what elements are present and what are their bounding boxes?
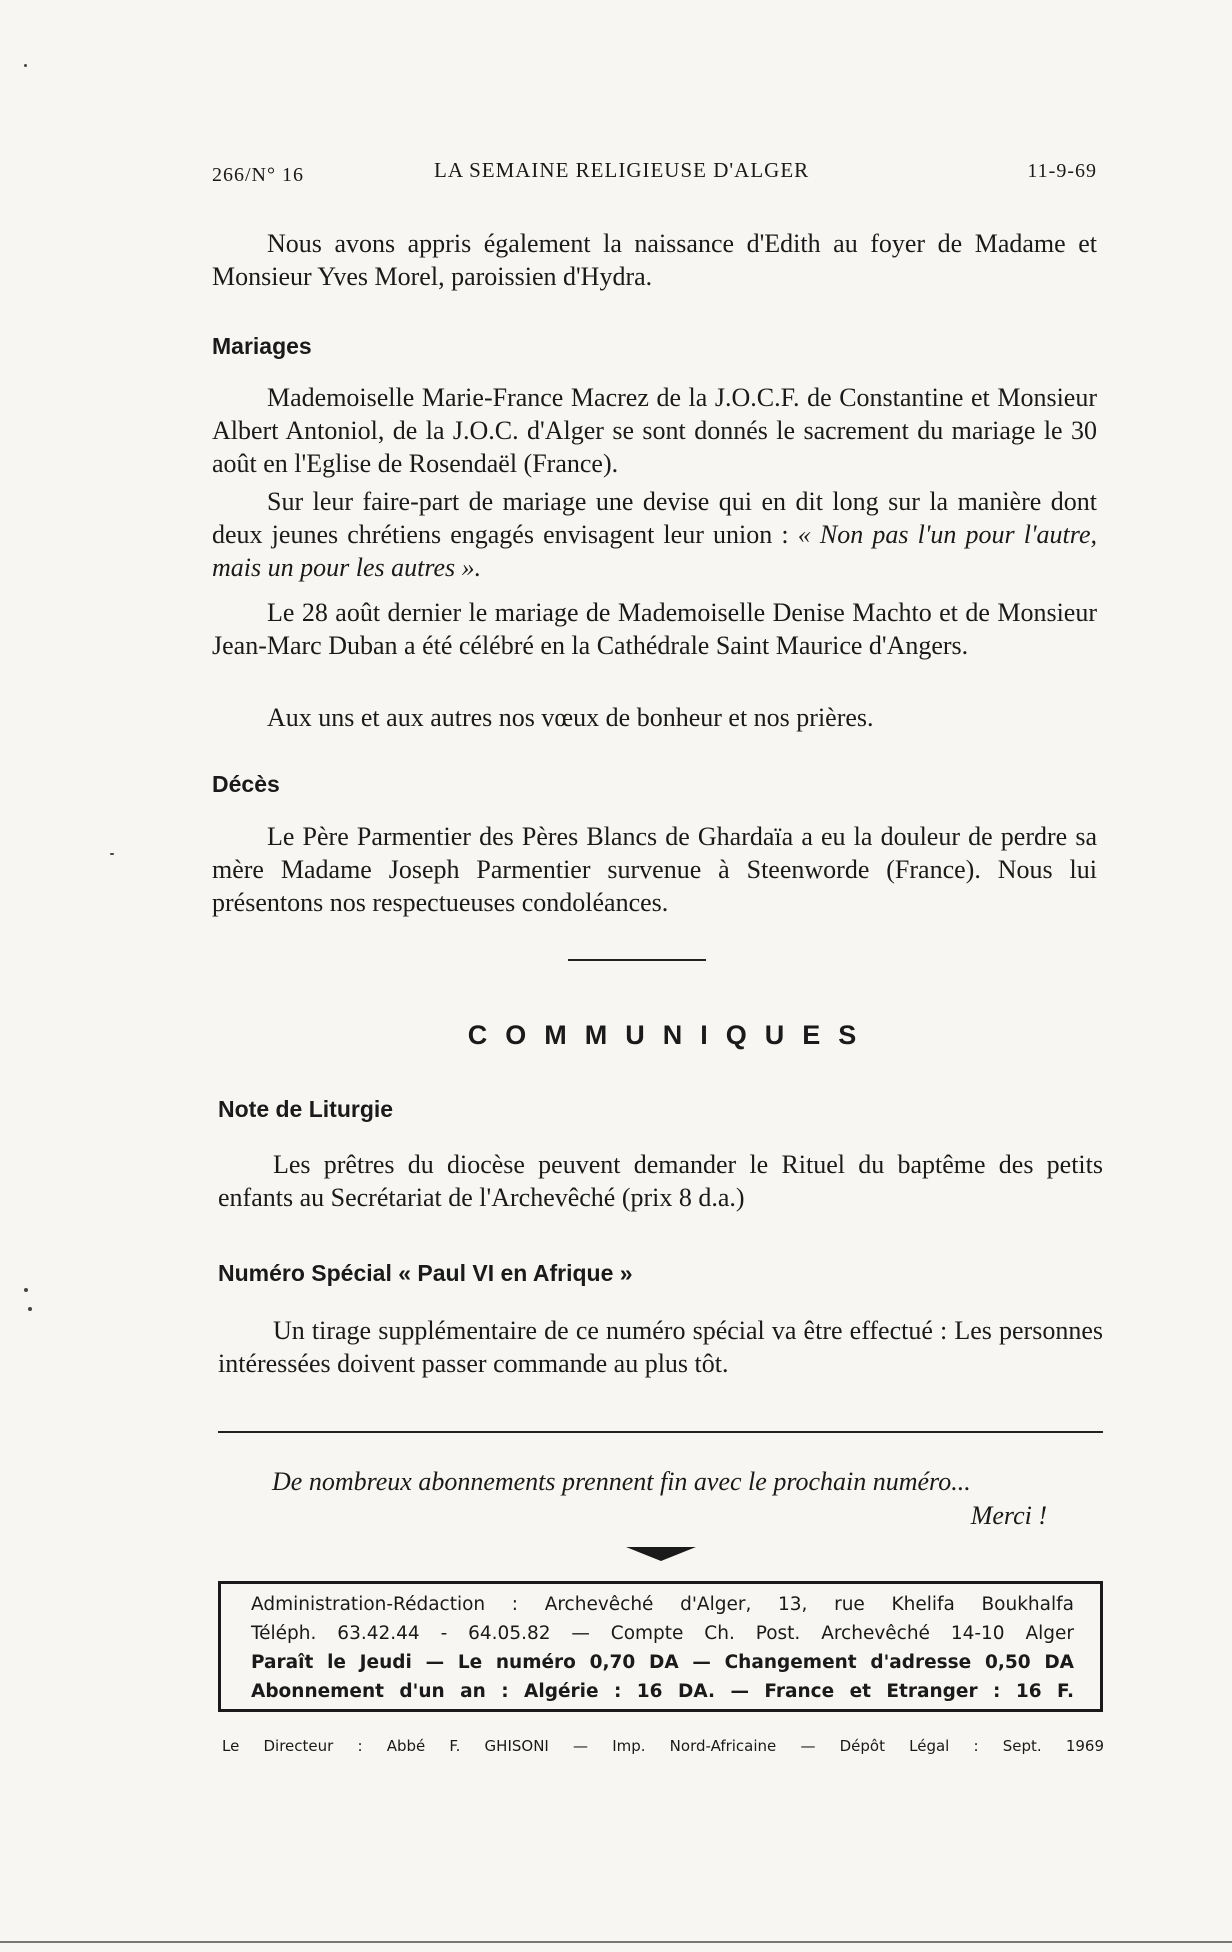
horizontal-rule xyxy=(218,1431,1103,1433)
mariages-paragraph-4: Aux uns et aux autres nos vœux de bonheur et nos prières. xyxy=(267,703,874,732)
page-header xyxy=(212,158,1097,188)
subscription-note-text: De nombreux abonnements prennent fin avec le prochain numéro... xyxy=(272,1467,971,1496)
mariages-paragraph-1: Mademoiselle Marie-France Macrez de la J.O.C.F. de Constantine et Monsieur Albert Antoniol, de la J.O.C. d'Alger se sont donnés le sacrement du mariage le 30 août en l'Eglise de Rosendaël (France). xyxy=(212,383,1097,478)
page-footer: Le Directeur : Abbé F. GHISONI — Imp. Nord-Africaine — Dépôt Légal : Sept. 1969 xyxy=(222,1737,1104,1755)
journal-title: LA SEMAINE RELIGIEUSE D'ALGER xyxy=(434,158,810,182)
issue-date: 11-9-69 xyxy=(1027,160,1097,182)
box-line-price: Paraît le Jeudi — Le numéro 0,70 DA — Changement d'adresse 0,50 DA xyxy=(251,1652,1074,1673)
mariages-paragraph-3: Le 28 août dernier le mariage de Mademoiselle Denise Machto et de Monsieur Jean-Marc Duban a été célébré en la Cathédrale Saint Maurice d'Angers. xyxy=(212,598,1097,660)
subscription-thanks: Merci ! xyxy=(970,1501,1047,1530)
deces-paragraph: Le Père Parmentier des Pères Blancs de Ghardaïa a eu la douleur de perdre sa mère Madame Joseph Parmentier survenue à Steenworde (France). Nous lui présentons nos respectueuses condoléances. xyxy=(212,822,1097,917)
liturgie-paragraph: Les prêtres du diocèse peuvent demander le Rituel du baptême des petits enfants au Secrétariat de l'Archevêché (prix 8 d.a.) xyxy=(218,1150,1103,1212)
communiques-title: COMMUNIQUES xyxy=(467,1020,875,1050)
mariages-quote: « Non pas l'un pour l'autre, mais un pour les autres ». xyxy=(212,520,1097,582)
heading-mariages: Mariages xyxy=(212,333,312,359)
mariages-paragraph-2 xyxy=(212,485,1097,584)
box-line-subscription: Abonnement d'un an : Algérie : 16 DA. — France et Etranger : 16 F. xyxy=(251,1681,1074,1702)
section-divider xyxy=(568,959,706,961)
scan-speck xyxy=(110,853,114,855)
scan-speck xyxy=(28,1307,32,1311)
special-paragraph: Un tirage supplémentaire de ce numéro spécial va être effectué : Les personnes intéressées doivent passer commande au plus tôt. xyxy=(218,1316,1103,1378)
scan-speck xyxy=(24,64,27,67)
administration-box xyxy=(218,1581,1103,1712)
issue-number: 266/N° 16 xyxy=(212,164,304,186)
scan-speck xyxy=(24,1288,28,1292)
arrow-down-icon xyxy=(626,1544,696,1562)
intro-paragraph: Nous avons appris également la naissance d'Edith au foyer de Madame et Monsieur Yves Morel, paroissien d'Hydra. xyxy=(212,229,1097,291)
box-line-administration: Administration-Rédaction : Archevêché d'Alger, 13, rue Khelifa Boukhalfa xyxy=(251,1594,1074,1615)
box-line-telephone: Téléph. 63.42.44 - 64.05.82 — Compte Ch. Post. Archevêché 14-10 Alger xyxy=(251,1623,1074,1644)
mariages-paragraph-2-text: Sur leur faire-part de mariage une devise qui en dit long sur la manière dont deux jeunes chrétiens engagés envisagent leur union : xyxy=(212,487,1097,549)
subscription-note xyxy=(272,1465,1102,1533)
heading-liturgie: Note de Liturgie xyxy=(218,1096,394,1122)
heading-numero-special: Numéro Spécial « Paul VI en Afrique » xyxy=(218,1260,633,1286)
scan-bottom-edge xyxy=(0,1941,1232,1943)
heading-deces: Décès xyxy=(212,771,280,797)
